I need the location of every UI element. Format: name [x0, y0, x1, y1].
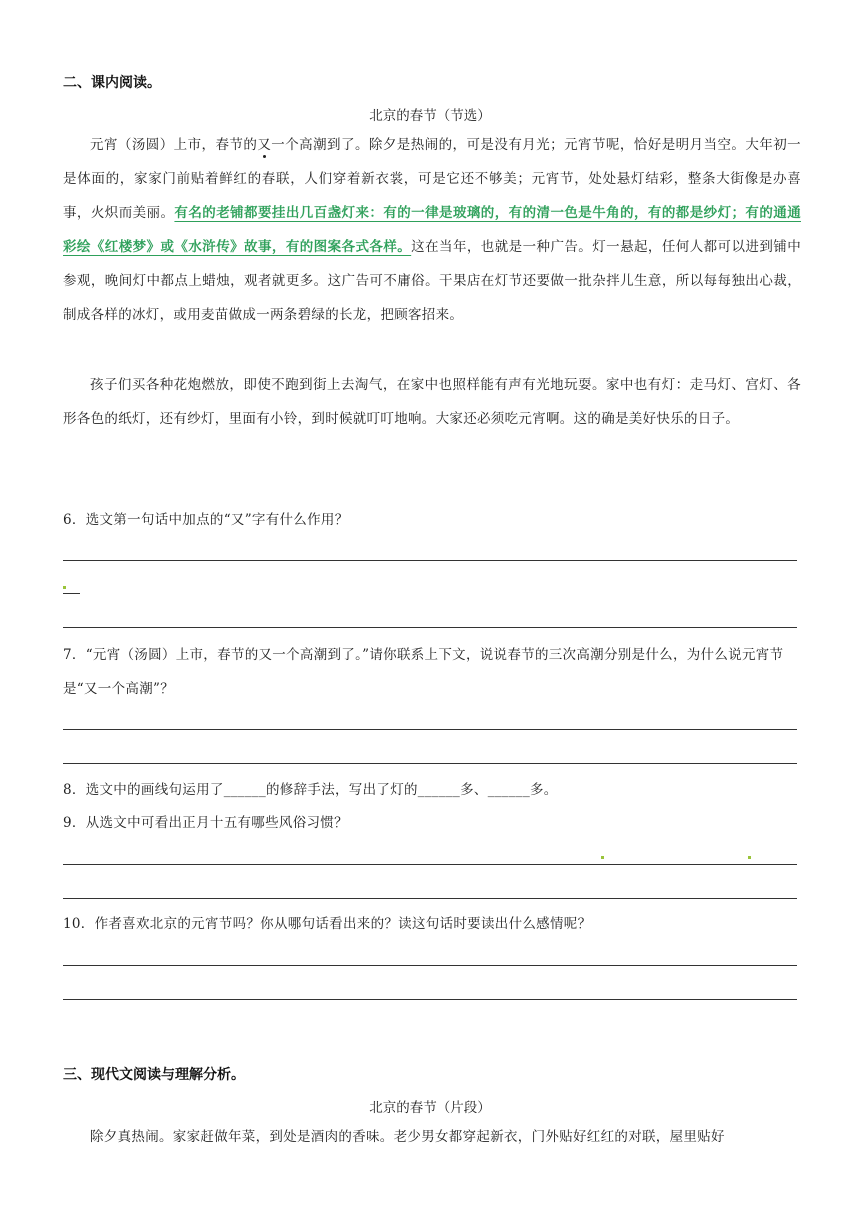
answer-line[interactable]	[63, 560, 797, 561]
paragraph-text: 元宵（汤圆）上市，春节的	[90, 137, 258, 153]
passage-paragraph-3: 除夕真热闹。家家赶做年菜，到处是酒肉的香味。老少男女都穿起新衣，门外贴好红红的对联，屋里贴好	[90, 1129, 725, 1145]
question-10: 10．作者喜欢北京的元宵节吗？你从哪句话看出来的？读这句话时要读出什么感情呢？	[63, 916, 592, 932]
decorative-mark	[601, 856, 604, 859]
answer-line[interactable]	[63, 729, 797, 730]
question-7	[63, 638, 803, 706]
answer-line[interactable]	[63, 999, 797, 1000]
question-6: 6．选文第一句话中加点的“又”字有什么作用？	[63, 512, 349, 528]
paragraph-text: 这在当年，也就是一种广告。灯一悬起，任何人都可以进到铺中参观，晚间灯中都点上蜡烛，观者就更多。这广告可不庸俗。干果店在灯节还要做一批杂拌儿生意，所以每每独出心裁，制成各样的冰灯，或用麦苗做成一两条碧绿的长龙，把顾客招来。	[63, 239, 801, 323]
underlined-sentence: 有名的老铺都要挂出几百盏灯来：有的一律是玻璃的，有的清一色是牛角的，有的都是纱灯；有的通通彩绘《红楼梦》或《水浒传》故事，有的图案各式各样。	[63, 205, 801, 255]
answer-line[interactable]	[63, 898, 797, 899]
answer-line[interactable]	[63, 965, 797, 966]
answer-line[interactable]	[63, 627, 797, 628]
answer-line-short	[63, 593, 80, 594]
paragraph-text: 一个高潮到了。除夕是热闹的，可是没有月光；元宵节呢，恰好是明月当空。大年初一是体面的，家家门前贴着鲜红的春联，人们穿着新衣裳，可是它还不够美；元宵节，处处悬灯结彩，整条大街像是办喜事，火炽而美丽。	[63, 137, 801, 221]
passage-title: 北京的春节（片段）	[369, 1100, 491, 1116]
answer-line[interactable]	[63, 864, 797, 865]
answer-line[interactable]	[63, 763, 797, 764]
dotted-character: 又	[257, 137, 272, 153]
decorative-mark	[748, 856, 751, 859]
decorative-mark	[63, 586, 66, 589]
passage-paragraph-2: 孩子们买各种花炮燃放，即使不跑到街上去淘气，在家中也照样能有声有光地玩耍。家中也有灯：走马灯、宫灯、各形各色的纸灯，还有纱灯，里面有小铃，到时候就叮叮地响。大家还必须吃元宵啊。这的确是美好快乐的日子。	[63, 377, 801, 427]
passage-paragraph-1	[63, 128, 801, 332]
question-text: 7．“元宵（汤圆）上市，春节的又一个高潮到了。”请你联系上下文，说说春节的三次高潮分别是什么，为什么说元宵节是“又一个高潮”？	[63, 647, 784, 697]
question-9: 9．从选文中可看出正月十五有哪些风俗习惯？	[63, 815, 348, 831]
section-three-heading: 三、现代文阅读与理解分析。	[63, 1067, 245, 1083]
question-8: 8．选文中的画线句运用了______的修辞手法，写出了灯的______多、______多。	[63, 782, 558, 798]
passage-title: 北京的春节（节选）	[369, 108, 491, 124]
section-two-heading: 二、课内阅读。	[63, 75, 161, 91]
